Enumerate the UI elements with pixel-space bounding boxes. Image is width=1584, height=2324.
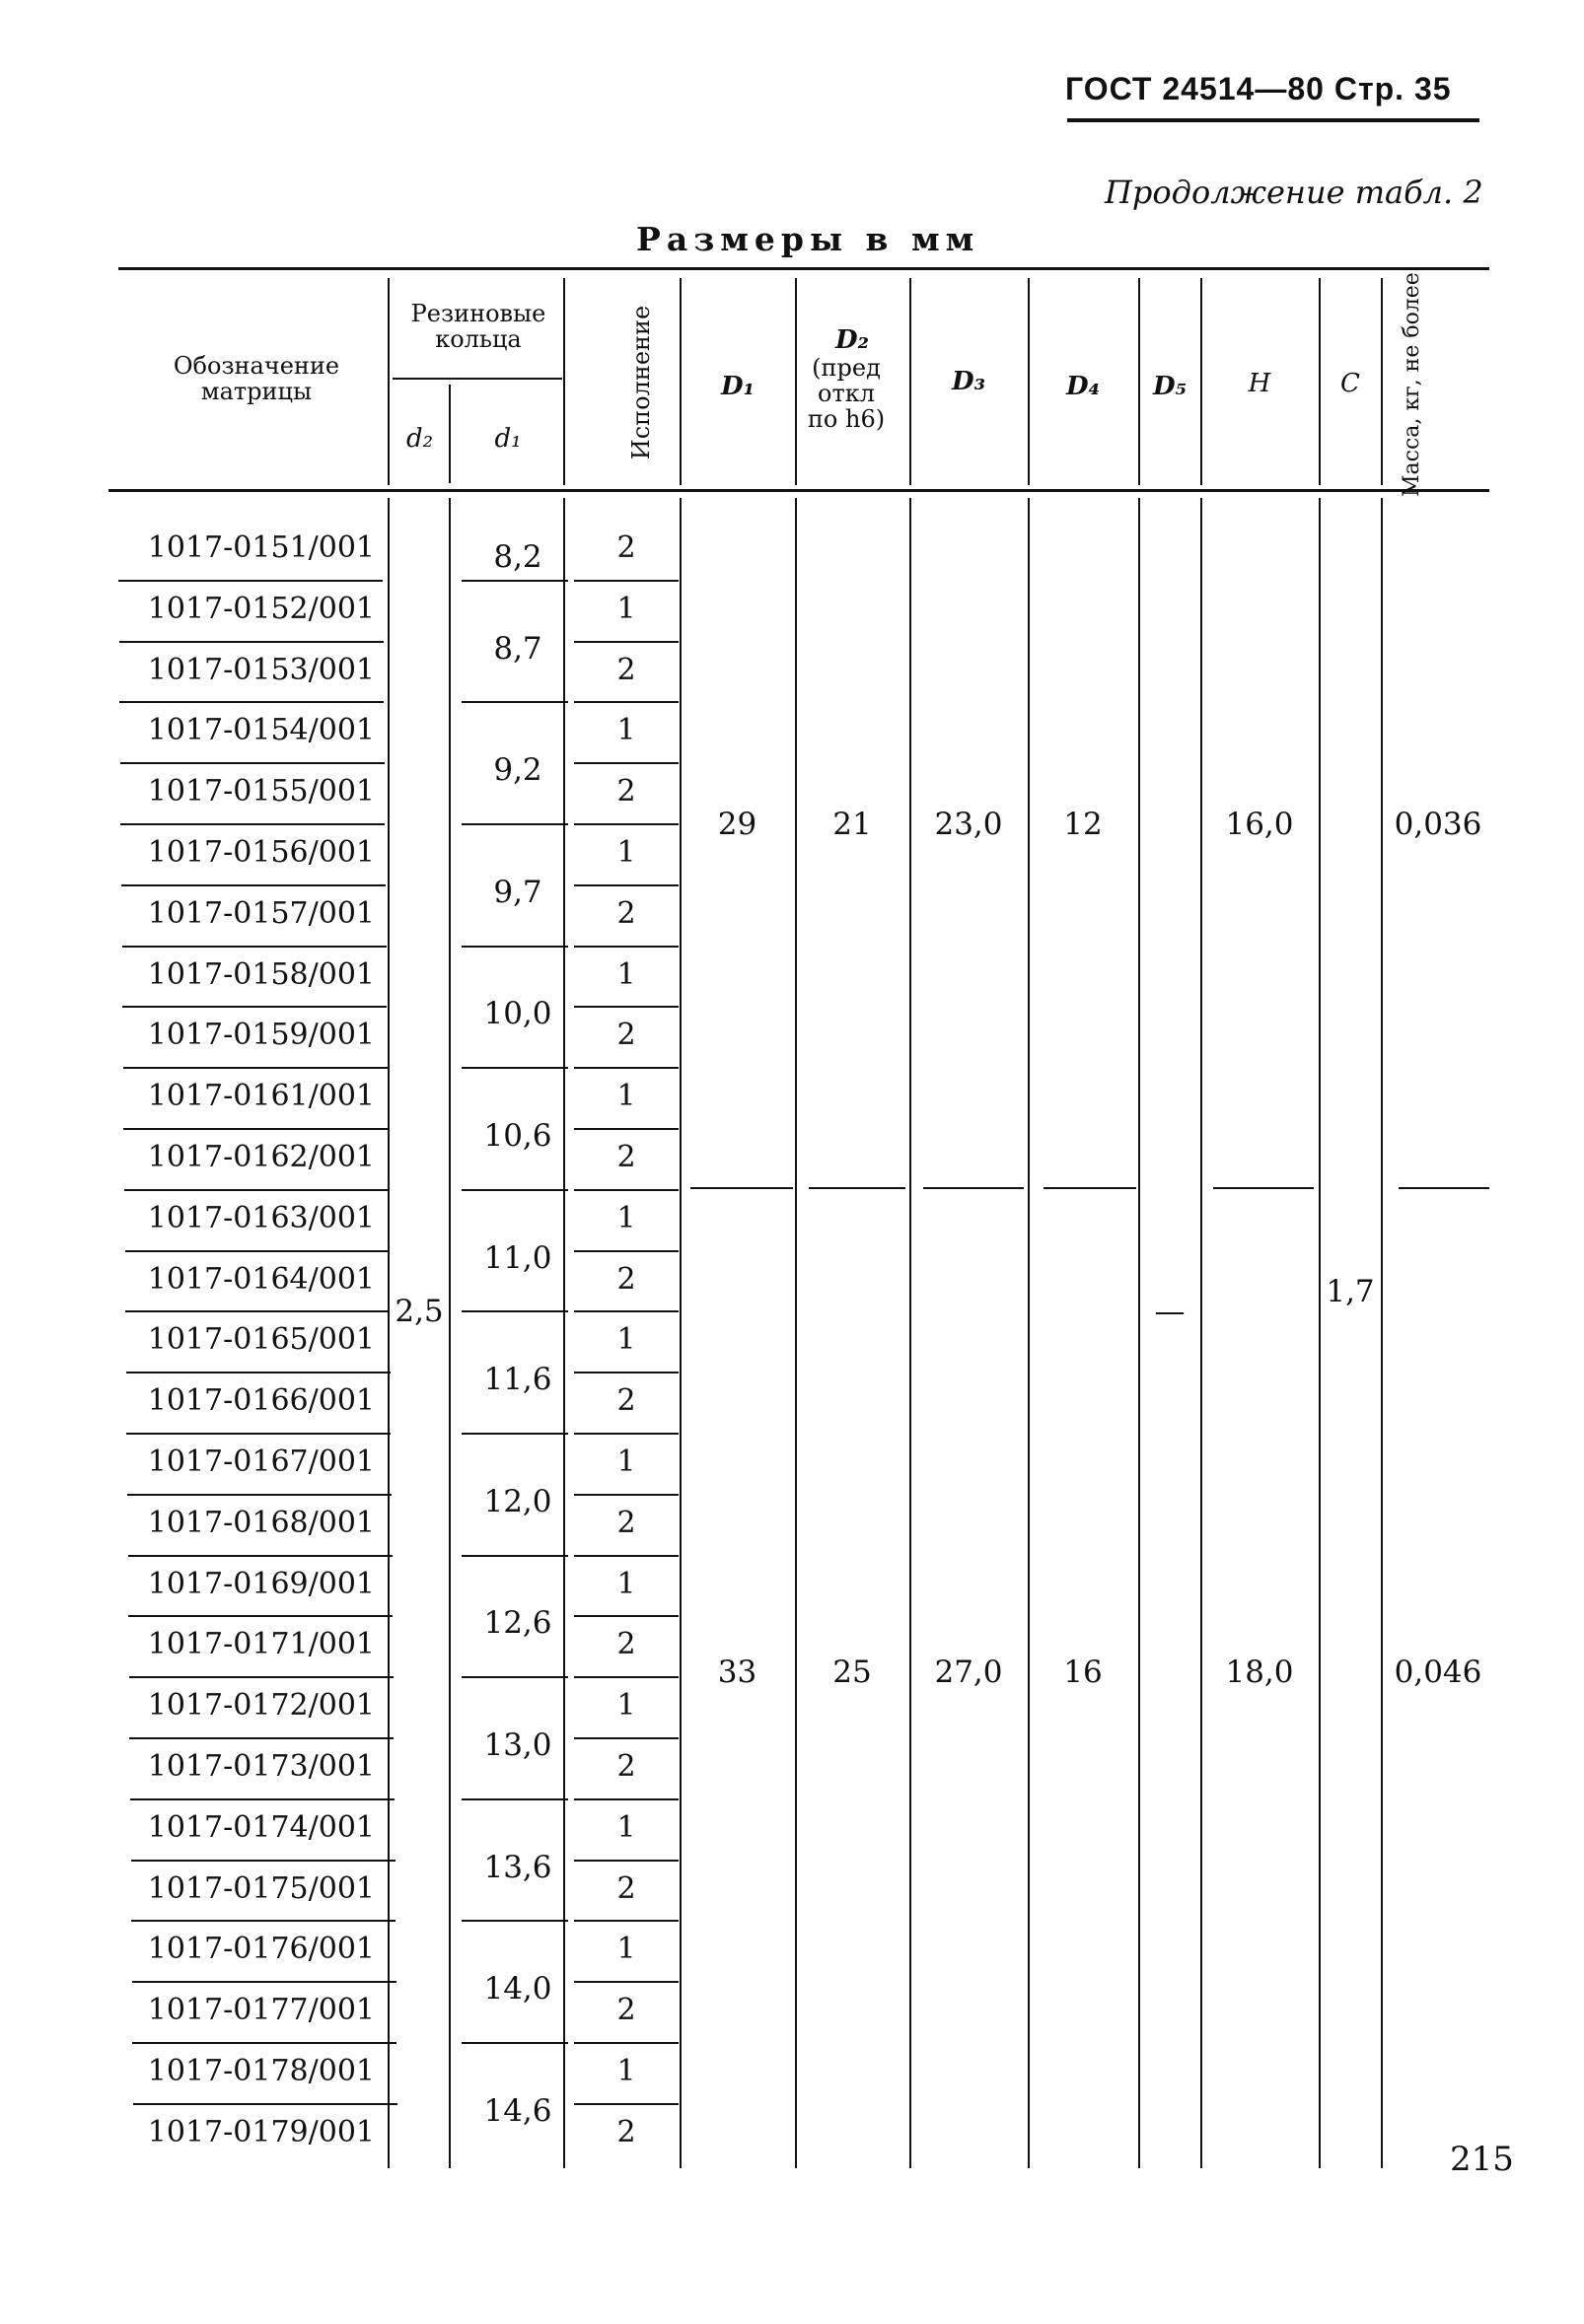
version-value: 2	[616, 1018, 636, 1053]
row-rule	[128, 1555, 393, 1557]
value-mass: 0,046	[1394, 1655, 1482, 1690]
version-value: 1	[616, 835, 636, 870]
d1-rule	[462, 1555, 568, 1557]
group-split-rule	[1044, 1187, 1136, 1189]
page-label: Стр. 35	[1333, 71, 1452, 106]
version-rule	[574, 1006, 679, 1008]
d1-rule	[462, 946, 568, 948]
version-rule	[574, 1981, 679, 1983]
row-rule	[132, 2042, 396, 2044]
d1-value: 11,0	[483, 1239, 552, 1276]
d1-value: 10,6	[483, 1118, 552, 1154]
matrix-code: 1017-0178/001	[147, 2054, 375, 2088]
d1-rule	[462, 1189, 568, 1191]
version-value: 1	[616, 1079, 636, 1114]
matrix-code: 1017-0156/001	[147, 835, 375, 870]
row-rule	[128, 1615, 393, 1617]
d1-value: 8,7	[493, 630, 542, 667]
version-value: 1	[616, 1322, 636, 1358]
matrix-code: 1017-0167/001	[147, 1444, 375, 1479]
version-value: 2	[616, 1140, 636, 1174]
row-rule	[129, 1676, 394, 1678]
rings-subheader-rule	[393, 378, 562, 380]
version-rule	[574, 1615, 679, 1617]
version-value: 2	[616, 1505, 636, 1540]
header-divider	[388, 278, 390, 485]
version-value: 2	[616, 652, 636, 687]
d1-rule	[462, 701, 568, 703]
col-D2: D₂	[835, 325, 869, 355]
group-split-rule	[690, 1187, 793, 1189]
d1-rule	[462, 1310, 568, 1312]
version-value: 1	[616, 1200, 636, 1235]
d1-rule	[462, 1067, 568, 1069]
matrix-code: 1017-0151/001	[147, 530, 375, 565]
matrix-code: 1017-0152/001	[147, 591, 375, 626]
d1-rule	[462, 1920, 568, 1922]
column-divider	[909, 498, 911, 2168]
row-rule	[133, 2103, 397, 2105]
row-rule	[123, 1067, 388, 1069]
group-split-rule	[809, 1187, 905, 1189]
d1-rule	[462, 1676, 568, 1678]
row-rule	[122, 946, 387, 948]
col-d2: d₂	[405, 424, 434, 454]
version-rule	[574, 2103, 679, 2105]
version-rule	[574, 641, 679, 643]
version-value: 2	[616, 1749, 636, 1784]
col-D3: D₃	[952, 367, 985, 396]
group-split-rule	[1213, 1187, 1314, 1189]
version-rule	[574, 823, 679, 825]
matrix-code: 1017-0154/001	[147, 713, 375, 748]
value-D4: 16	[1063, 1655, 1103, 1690]
version-value: 1	[616, 591, 636, 626]
value-H: 18,0	[1225, 1655, 1294, 1690]
value-D5: —	[1154, 1294, 1186, 1329]
version-value: 2	[616, 774, 636, 810]
version-rule	[574, 1920, 679, 1922]
group-split-rule	[1399, 1187, 1489, 1189]
row-rule	[129, 1737, 394, 1739]
column-divider	[449, 498, 451, 2168]
version-value: 2	[616, 895, 636, 931]
matrix-code: 1017-0155/001	[147, 774, 375, 810]
version-rule	[574, 1372, 679, 1373]
col-H: H	[1248, 369, 1271, 398]
units-caption: Размеры в мм	[636, 220, 980, 258]
value-D2: 25	[832, 1655, 872, 1690]
matrix-code: 1017-0168/001	[147, 1505, 375, 1540]
col-D5: D₅	[1153, 372, 1187, 401]
value-D2: 21	[832, 807, 872, 842]
matrix-code: 1017-0158/001	[147, 956, 375, 992]
row-rule	[126, 1372, 391, 1373]
column-divider	[1381, 498, 1383, 2168]
d1-value: 8,2	[493, 538, 542, 575]
header-bottom-rule	[108, 489, 1489, 492]
d1-value: 12,6	[483, 1605, 552, 1642]
matrix-code: 1017-0157/001	[147, 895, 375, 931]
version-value: 2	[616, 1993, 636, 2028]
d1-rule	[462, 580, 568, 582]
version-value: 1	[616, 1566, 636, 1601]
version-rule	[574, 946, 679, 948]
column-divider	[795, 498, 797, 2168]
col-mass: Масса, кг, не более	[1400, 272, 1424, 497]
table-top-rule	[118, 267, 1489, 270]
matrix-code: 1017-0172/001	[147, 1688, 375, 1724]
row-rule	[118, 580, 383, 582]
row-rule	[122, 1006, 387, 1008]
column-divider	[388, 498, 390, 2168]
column-divider	[1028, 498, 1030, 2168]
value-D3: 23,0	[934, 807, 1003, 842]
row-rule	[119, 641, 384, 643]
version-value: 2	[616, 1261, 636, 1297]
d1-rule	[462, 1798, 568, 1800]
row-rule	[120, 762, 385, 764]
value-D3: 27,0	[934, 1655, 1003, 1690]
version-rule	[574, 1189, 679, 1191]
doc-number: ГОСТ 24514—80	[1065, 71, 1325, 106]
col-designation: Обозначение матрицы	[173, 352, 340, 405]
column-divider	[1200, 498, 1202, 2168]
d1-value: 9,7	[493, 874, 542, 910]
header-divider	[1381, 278, 1383, 485]
matrix-code: 1017-0159/001	[147, 1018, 375, 1053]
group-split-rule	[923, 1187, 1024, 1189]
version-rule	[574, 1067, 679, 1069]
matrix-code: 1017-0153/001	[147, 652, 375, 687]
d1-value: 13,0	[483, 1727, 552, 1763]
row-rule	[125, 1250, 390, 1252]
table-continuation: Продолжение табл. 2	[1105, 174, 1483, 211]
version-value: 1	[616, 1444, 636, 1479]
d1-rule	[462, 823, 568, 825]
version-value: 1	[616, 713, 636, 748]
col-D1: D₁	[721, 372, 755, 401]
document-header	[1065, 71, 1452, 107]
matrix-code: 1017-0179/001	[147, 2114, 375, 2149]
column-divider	[1319, 498, 1321, 2168]
d1-value: 13,6	[483, 1849, 552, 1885]
column-divider	[1138, 498, 1140, 2168]
row-rule	[124, 1189, 389, 1191]
version-value: 1	[616, 1809, 636, 1845]
matrix-code: 1017-0165/001	[147, 1322, 375, 1358]
d1-value: 14,0	[483, 1971, 552, 2007]
matrix-code: 1017-0169/001	[147, 1566, 375, 1601]
version-value: 1	[616, 2054, 636, 2088]
col-C: C	[1340, 369, 1360, 398]
version-rule	[574, 1128, 679, 1130]
d1-value: 14,6	[483, 2092, 552, 2129]
row-rule	[125, 1310, 390, 1312]
d1-rule	[462, 1433, 568, 1435]
version-rule	[574, 762, 679, 764]
version-value: 2	[616, 2114, 636, 2149]
d1-value: 10,0	[483, 996, 552, 1032]
version-value: 1	[616, 1688, 636, 1724]
version-rule	[574, 1555, 679, 1557]
matrix-code: 1017-0177/001	[147, 1993, 375, 2028]
matrix-code: 1017-0173/001	[147, 1749, 375, 1784]
matrix-code: 1017-0171/001	[147, 1627, 375, 1662]
row-rule	[121, 884, 386, 886]
matrix-code: 1017-0175/001	[147, 1870, 375, 1906]
d1-value: 11,6	[483, 1362, 552, 1398]
version-rule	[574, 1433, 679, 1435]
version-rule	[574, 1798, 679, 1800]
version-rule	[574, 884, 679, 886]
row-rule	[123, 1128, 388, 1130]
version-value: 2	[616, 530, 636, 565]
row-rule	[130, 1798, 395, 1800]
version-rule	[574, 1860, 679, 1862]
page-number: 215	[1450, 2140, 1514, 2179]
value-C: 1,7	[1326, 1274, 1375, 1309]
version-rule	[574, 1250, 679, 1252]
row-rule	[127, 1494, 392, 1496]
row-rule	[132, 1981, 396, 1983]
version-value: 1	[616, 956, 636, 992]
matrix-code: 1017-0164/001	[147, 1261, 375, 1297]
matrix-code: 1017-0162/001	[147, 1140, 375, 1174]
row-rule	[126, 1433, 391, 1435]
version-rule	[574, 701, 679, 703]
col-rings: Резиновые кольца	[410, 300, 546, 353]
d2-value: 2,5	[395, 1294, 444, 1329]
matrix-code: 1017-0163/001	[147, 1200, 375, 1235]
version-rule	[574, 2042, 679, 2044]
col-D2-note: (пред откл по h6)	[807, 354, 886, 433]
col-d1: d₁	[494, 424, 522, 454]
header-divider	[449, 385, 451, 483]
version-rule	[574, 580, 679, 582]
version-rule	[574, 1676, 679, 1678]
value-D1: 29	[717, 807, 757, 842]
header-divider	[680, 278, 682, 485]
version-rule	[574, 1310, 679, 1312]
value-D4: 12	[1063, 807, 1103, 842]
header-divider	[795, 278, 797, 485]
value-D1: 33	[717, 1655, 757, 1690]
matrix-code: 1017-0161/001	[147, 1079, 375, 1114]
row-rule	[131, 1920, 396, 1922]
col-D4: D₄	[1066, 372, 1100, 401]
version-rule	[574, 1494, 679, 1496]
version-value: 2	[616, 1870, 636, 1906]
row-rule	[120, 823, 385, 825]
value-H: 16,0	[1225, 807, 1294, 842]
d1-value: 9,2	[493, 752, 542, 789]
matrix-code: 1017-0174/001	[147, 1809, 375, 1845]
matrix-code: 1017-0176/001	[147, 1932, 375, 1967]
col-version: Исполнение	[627, 305, 655, 460]
version-rule	[574, 1737, 679, 1739]
d1-value: 12,0	[483, 1483, 552, 1519]
version-value: 1	[616, 1932, 636, 1967]
header-divider	[563, 278, 565, 485]
d1-rule	[462, 2042, 568, 2044]
row-rule	[119, 701, 384, 703]
matrix-code: 1017-0166/001	[147, 1383, 375, 1419]
column-divider	[563, 498, 565, 2168]
row-rule	[131, 1860, 396, 1862]
version-value: 2	[616, 1383, 636, 1419]
header-rule	[1067, 118, 1479, 122]
value-mass: 0,036	[1394, 807, 1482, 842]
version-value: 2	[616, 1627, 636, 1662]
